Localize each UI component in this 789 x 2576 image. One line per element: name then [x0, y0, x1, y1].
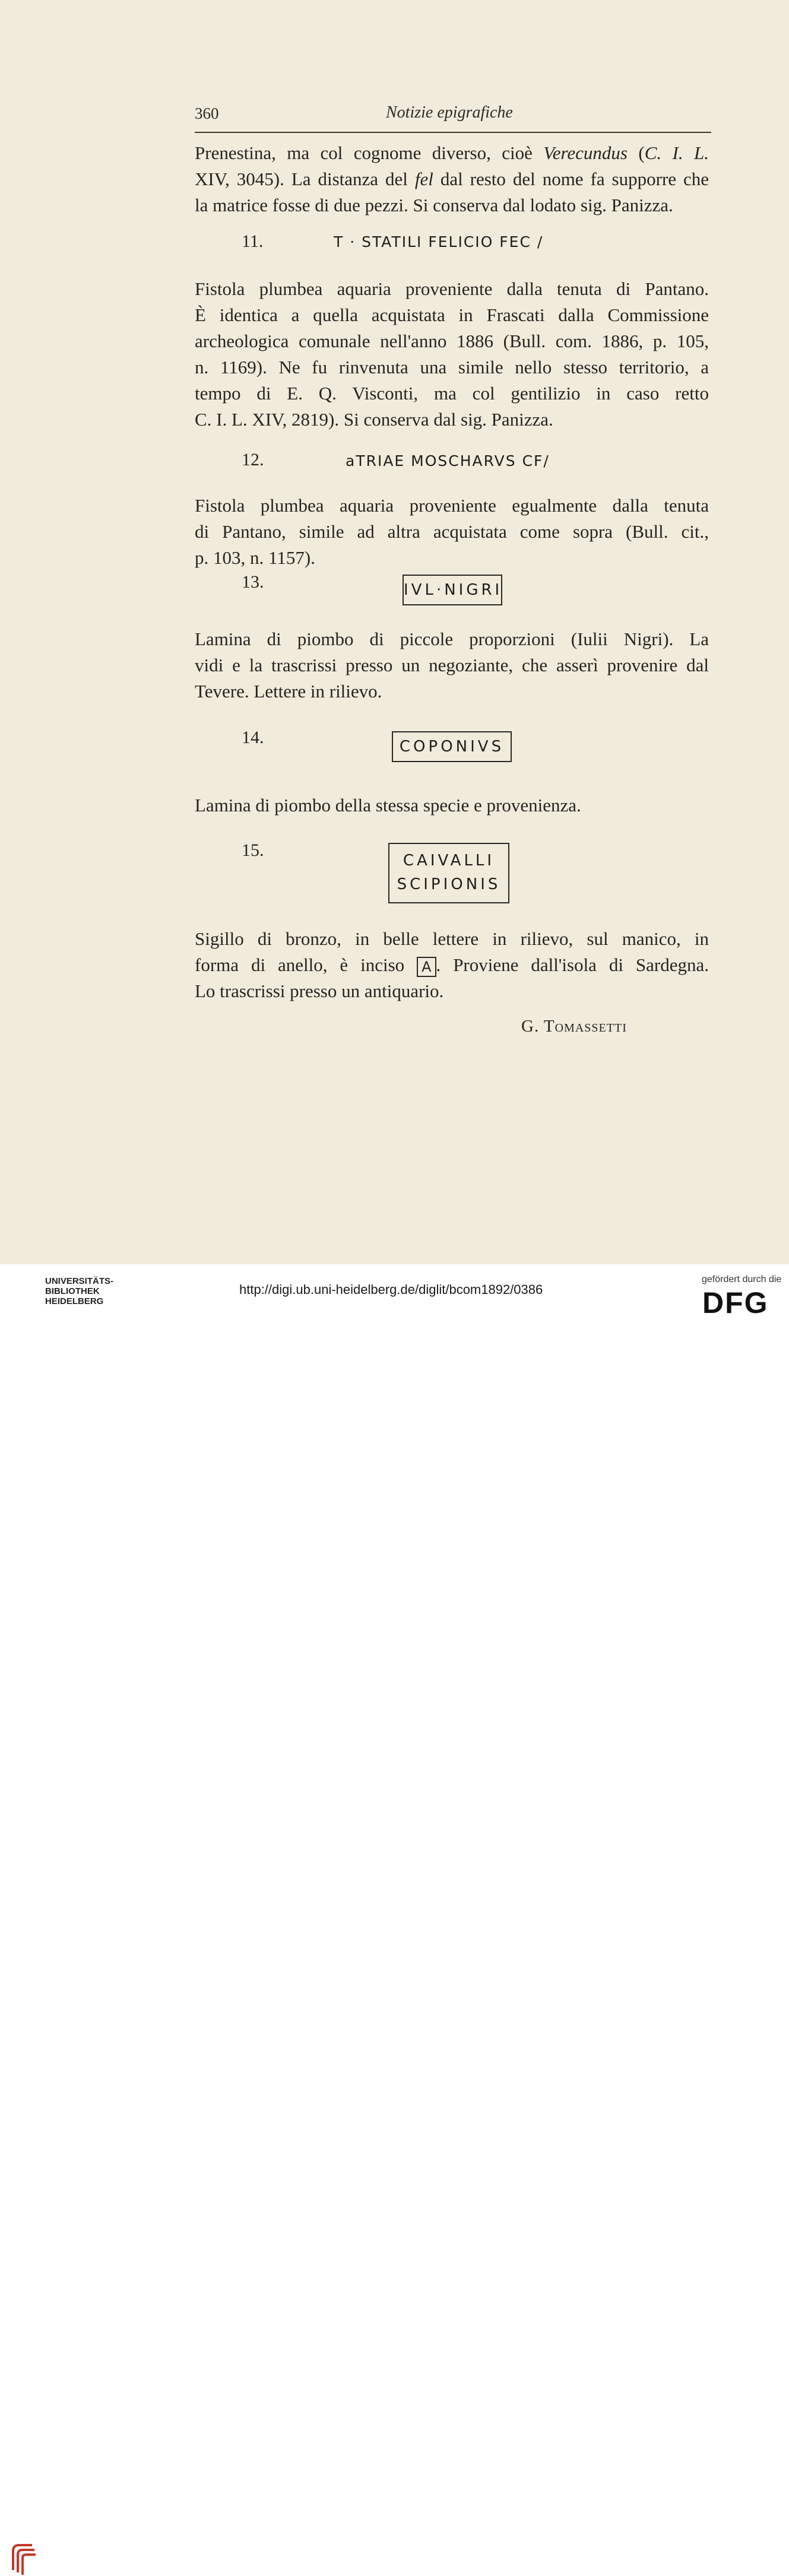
page-number: 360 — [195, 104, 219, 122]
intro-line-3: la matrice fosse di due pezzi. Si conserva dal lodato sig. Panizza. — [195, 195, 673, 215]
item-13-description: Lamina di piombo di piccole proporzioni (Iulii Nigri). La vidi e la trascrissi presso un negoziante, che asserì provenire dal Tevere. Lettere in rilievo. — [195, 629, 709, 702]
scanned-page — [0, 0, 789, 1264]
funding-note: gefördert durch die — [702, 1274, 782, 1284]
item-11-inscription: T · STATILI FELICIO FEC / — [334, 233, 544, 250]
item-15-inscription: CAIVALLI SCIPIONIS — [388, 843, 509, 903]
author-signature: G. Tomassetti — [521, 1017, 627, 1036]
item-12-description: Fistola plumbea aquaria proveniente egualmente dalla tenuta di Pantano, simile ad altra acquistata come sopra (Bull. cit., p. 103, n. 1157). — [195, 495, 709, 568]
item-13-inscription: IVL·NIGRI — [403, 575, 502, 605]
library-name: UNIVERSITÄTS- BIBLIOTHEK HEIDELBERG — [45, 1276, 114, 1306]
item-15-number: 15. — [242, 840, 264, 860]
item-14-inscription: COPONIVS — [392, 731, 512, 762]
item-11-description: Fistola plumbea aquaria proveniente dalla tenuta di Pantano. È identica a quella acquistata in Frascati dalla Commissione archeologica comunale nell'anno 1886 (Bull. com. 1886, p. 105, n. 1169). Ne fu rinvenuta una simile nello stesso territorio, a tempo di E. Q. Visconti, ma col gentilizio in caso retto C. I. L. XIV, 2819). Si conserva dal sig. Panizza. — [195, 278, 709, 430]
page-url-link[interactable]: http://digi.ub.uni-heidelberg.de/diglit/bcom1892/0386 — [239, 1282, 543, 1297]
inline-letter-box: A — [417, 957, 436, 977]
item-12-number: 12. — [242, 450, 264, 469]
item-11-number: 11. — [242, 231, 264, 251]
item-13-number: 13. — [242, 572, 264, 592]
library-logo-icon — [8, 2539, 38, 2576]
item-14-description: Lamina di piombo della stessa specie e provenienza. — [195, 795, 581, 816]
item-15-description: Sigillo di bronzo, in belle lettere in rilievo, sul manico, in forma di anello, è inciso A . Proviene dall'isola di Sardegna. Lo trascrissi presso un antiquario. — [195, 928, 709, 1001]
item-12-inscription: aTRIAE MOSCHARVS CF/ — [346, 452, 550, 469]
dfg-logo: DFG — [702, 1286, 769, 1319]
intro-paragraph — [195, 140, 709, 218]
item-14-number: 14. — [242, 728, 264, 747]
running-title: Notizie epigrafiche — [386, 103, 513, 122]
intro-line-2: XIV, 3045). La distanza del fel dal resto del nome fa supporre che — [195, 169, 709, 189]
header-rule — [195, 132, 711, 133]
intro-line-1: Prenestina, ma col cognome diverso, cioè Verecundus (C. I. L. — [195, 142, 709, 163]
